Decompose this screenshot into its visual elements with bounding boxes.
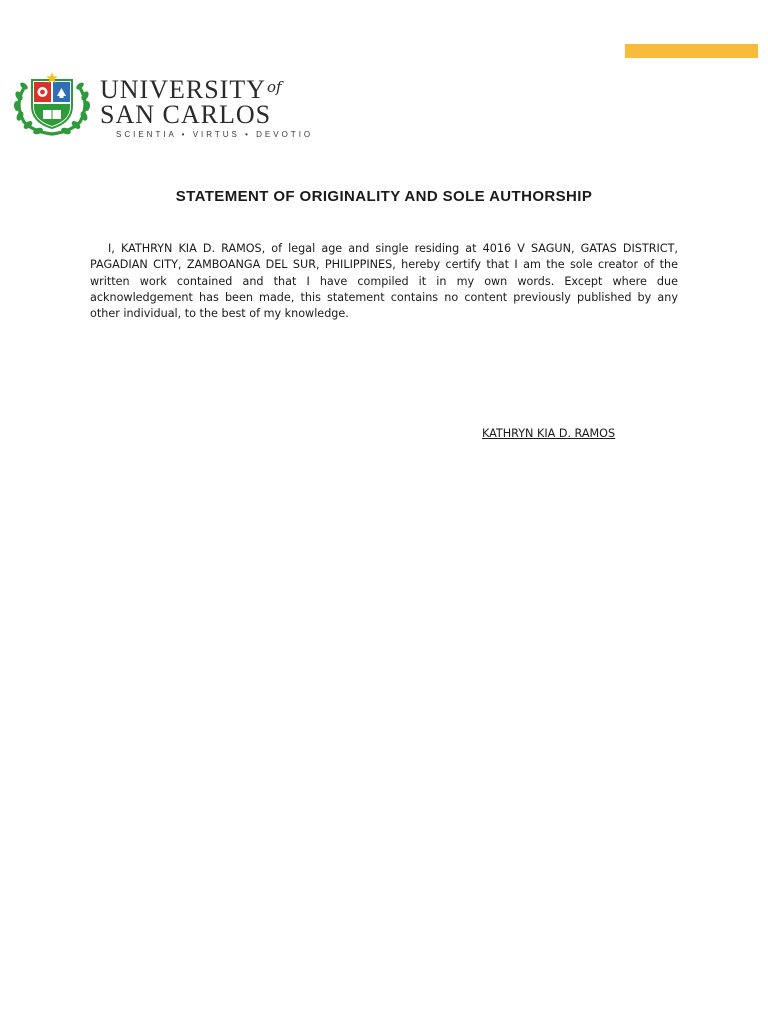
wordmark-line-1 — [100, 74, 330, 103]
university-motto: SCIENTIA • VIRTUS • DEVOTIO — [116, 130, 314, 139]
wordmark-line-2: SAN CARLOS — [100, 100, 272, 129]
signatory-name: KATHRYN KIA D. RAMOS — [482, 427, 616, 440]
university-wordmark — [100, 74, 330, 139]
wordmark-of: of — [267, 78, 282, 96]
university-seal-icon — [10, 70, 94, 138]
letterhead — [10, 70, 330, 140]
statement-body: I, KATHRYN KIA D. RAMOS, of legal age and single residing at 4016 V SAGUN, GATAS DISTRICT, PAGADIAN CITY, ZAMBOANGA DEL SUR, PHILIPPINES, hereby certify that I am the sole creator of the written work contained and that I have compiled it in my own words. Except where due acknowledgement has been made, this statement contains no content previously published by any other individual, to the best of my knowledge. — [90, 242, 678, 321]
document-title: STATEMENT OF ORIGINALITY AND SOLE AUTHORSHIP — [175, 188, 593, 205]
accent-bar — [625, 44, 758, 58]
wordmark-university: UNIVERSITY — [100, 75, 266, 104]
